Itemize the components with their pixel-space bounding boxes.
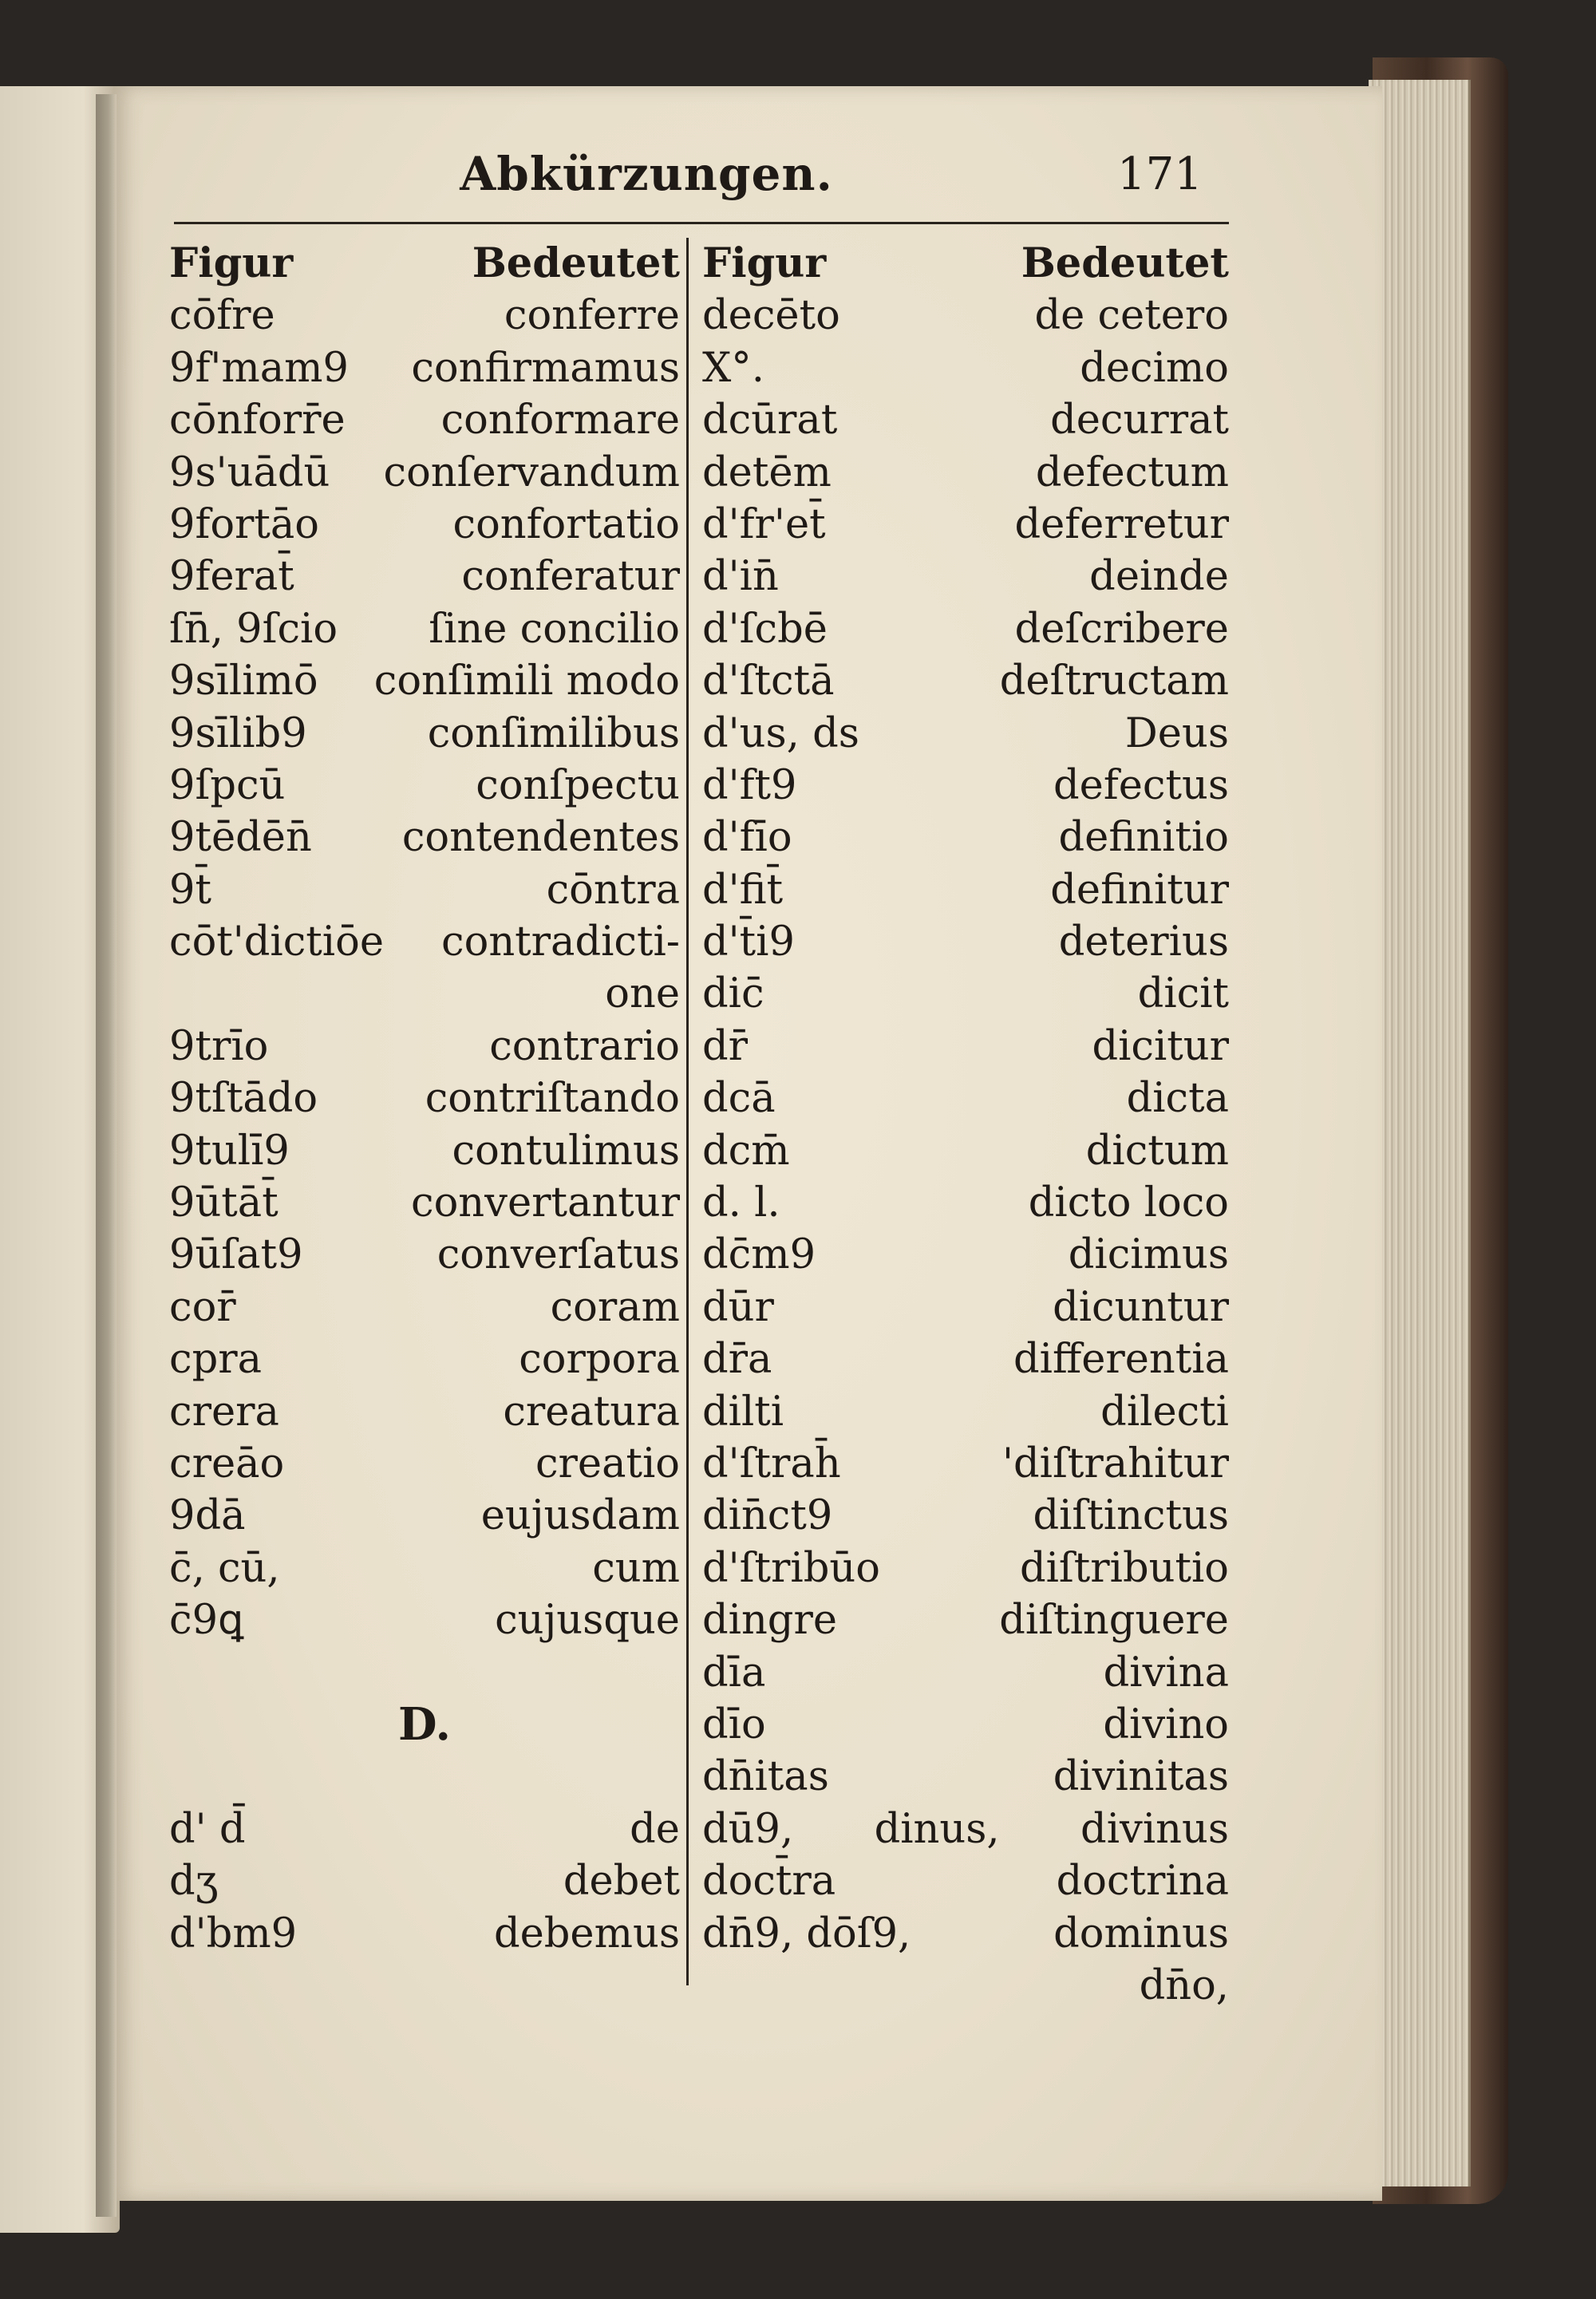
entry-row <box>702 1751 1229 1803</box>
left-column <box>169 238 680 1960</box>
abbreviation: d. l. <box>702 1179 780 1227</box>
abbreviation: d' d̄ <box>169 1805 246 1853</box>
abbreviation: 9fortāo <box>169 500 320 548</box>
expansion: conſervandum <box>383 448 680 496</box>
entry-row <box>169 342 680 394</box>
entry-row <box>702 812 1229 863</box>
entry-row <box>702 290 1229 342</box>
entry-row <box>702 1125 1229 1177</box>
expansion: deſcribere <box>1014 605 1229 653</box>
entry-row <box>702 1543 1229 1594</box>
entry-row <box>169 1855 680 1907</box>
abbreviation: c̄, cū, <box>169 1544 280 1592</box>
abbreviation: crera <box>169 1388 279 1436</box>
entry-row <box>702 1855 1229 1907</box>
running-head: Abkürzungen. <box>460 147 833 201</box>
abbreviation: dūr <box>702 1283 774 1331</box>
column-header <box>702 238 1229 290</box>
entry-row <box>702 1803 1229 1855</box>
expansion: doctrina <box>1056 1858 1229 1906</box>
abbreviation: X°. <box>702 344 765 392</box>
expansion: contradicti- <box>441 918 680 966</box>
expansion: creatio <box>535 1440 680 1487</box>
expansion: de <box>630 1805 680 1853</box>
entry-row <box>702 708 1229 760</box>
entry-row <box>702 551 1229 602</box>
expansion: dicitur <box>1092 1022 1229 1070</box>
expansion: contulimus <box>452 1127 680 1175</box>
abbreviation: cpra <box>169 1336 262 1384</box>
entry-row <box>702 1438 1229 1490</box>
entry-row <box>702 1282 1229 1333</box>
entry-row <box>169 394 680 446</box>
expansion: divinitas <box>1053 1753 1229 1801</box>
abbreviation: dcūrat <box>702 397 838 444</box>
abbreviation: d'ſcbē <box>702 605 828 653</box>
abbreviation: d'in̄ <box>702 553 779 601</box>
abbreviation: doct̄ra <box>702 1858 836 1906</box>
abbreviation: 9ūtāt̄ <box>169 1179 279 1227</box>
entry-row <box>169 1177 680 1229</box>
entry-row <box>702 1229 1229 1281</box>
entry-row <box>702 1386 1229 1438</box>
abbreviation: ſn̄, 9ſcio <box>169 605 338 653</box>
entry-row <box>169 916 680 968</box>
abbreviation: cōnforr̄e <box>169 397 346 444</box>
abbreviation: d'fit̄ <box>702 866 784 914</box>
abbreviation: d'ſtctā <box>702 658 835 705</box>
entry-row <box>702 916 1229 968</box>
expansion: divina <box>1103 1649 1229 1697</box>
entry-row <box>169 864 680 916</box>
entry-row <box>702 1072 1229 1124</box>
abbreviation: 9sīlimō <box>169 658 318 705</box>
expansion: dicta <box>1126 1075 1229 1123</box>
abbreviation: dn̄9, dōſ9, <box>702 1910 911 1957</box>
abbreviation: dn̄itas <box>702 1753 829 1801</box>
expansion: decimo <box>1080 344 1229 392</box>
expansion: 'diſtrahitur <box>1001 1440 1229 1487</box>
entry-row <box>702 394 1229 446</box>
column-header <box>169 238 680 290</box>
entry-row <box>169 1333 680 1385</box>
abbreviation: dingre <box>702 1597 838 1645</box>
expansion: dicimus <box>1068 1231 1229 1279</box>
abbreviation: 9s'uādū <box>169 448 330 496</box>
abbreviation: cōfre <box>169 292 275 340</box>
expansion: defectum <box>1035 448 1229 496</box>
column-divider <box>686 238 689 1985</box>
expansion: corpora <box>519 1336 680 1384</box>
abbreviation: 9tſtādo <box>169 1075 318 1123</box>
expansion: defectus <box>1053 761 1229 809</box>
expansion: definitio <box>1058 814 1229 862</box>
entry-row <box>702 655 1229 707</box>
book-gutter <box>96 94 117 2217</box>
entry-row <box>169 1908 680 1960</box>
entry-row <box>169 1438 680 1490</box>
abbreviation: 9tulī9 <box>169 1127 290 1175</box>
expansion: creatura <box>503 1388 680 1436</box>
expansion: dilecti <box>1100 1388 1229 1436</box>
expansion: coram <box>550 1283 680 1331</box>
expansion: divinus <box>1080 1805 1229 1853</box>
figure-header: Figur <box>702 239 827 287</box>
entry-row <box>169 708 680 760</box>
entry-row <box>702 603 1229 655</box>
abbreviation: dilti <box>702 1388 784 1436</box>
entry-row <box>702 1177 1229 1229</box>
expansion: contendentes <box>401 814 680 862</box>
entry-row <box>169 968 680 1020</box>
expansion: deferretur <box>1014 500 1229 548</box>
abbreviation: decēto <box>702 292 840 340</box>
entry-row <box>169 1386 680 1438</box>
entry-row <box>702 1699 1229 1751</box>
abbreviation: 9ferat̄ <box>169 553 294 601</box>
entry-row <box>702 342 1229 394</box>
abbreviation: dʒ <box>169 1858 219 1906</box>
abbreviation: dic̄ <box>702 970 764 1018</box>
entry-row <box>702 1647 1229 1699</box>
abbreviation: 9ſpcū <box>169 761 286 809</box>
expansion: diſtributio <box>1019 1544 1229 1592</box>
expansion: deterius <box>1058 918 1229 966</box>
abbreviation: 9f'mam9 <box>169 344 349 392</box>
expansion: deſtructam <box>999 658 1229 705</box>
entry-row <box>702 760 1229 812</box>
abbreviation: cor̄ <box>169 1283 236 1331</box>
expansion: confortatio <box>452 500 680 548</box>
entry-row <box>169 603 680 655</box>
expansion: confirmamus <box>411 344 680 392</box>
expansion: diſtinctus <box>1033 1492 1229 1540</box>
abbreviation: d'ſtrah̄ <box>702 1440 841 1487</box>
expansion: dictum <box>1085 1127 1229 1175</box>
expansion: Deus <box>1124 709 1229 757</box>
entry-row <box>169 1594 680 1646</box>
entry-row <box>169 1229 680 1281</box>
expansion: conformare <box>440 397 680 444</box>
expansion: dicit <box>1137 970 1229 1018</box>
expansion: convertantur <box>411 1179 680 1227</box>
entry-row <box>169 1490 680 1542</box>
expansion: divino <box>1103 1701 1229 1748</box>
abbreviation-variant: dinus, <box>874 1805 1000 1853</box>
expansion: contrario <box>489 1022 680 1070</box>
figure-header: Figur <box>169 239 294 287</box>
abbreviation: d'bm9 <box>169 1910 298 1957</box>
expansion: differentia <box>1013 1336 1229 1384</box>
abbreviation: d'ft9 <box>702 761 797 809</box>
entry-row <box>702 1490 1229 1542</box>
expansion: contriſtando <box>425 1075 680 1123</box>
expansion: cujusque <box>495 1597 680 1645</box>
expansion: ſine concilio <box>429 605 680 653</box>
page-number: 171 <box>1117 148 1203 200</box>
entry-row <box>169 447 680 499</box>
entry-row <box>169 1282 680 1333</box>
abbreviation: dīa <box>702 1649 766 1697</box>
abbreviation: 9t̄ <box>169 866 211 914</box>
entry-row <box>169 499 680 551</box>
expansion: debemus <box>493 1910 680 1957</box>
entry-row <box>169 655 680 707</box>
entry-row <box>169 1072 680 1124</box>
abbreviation: dcm̄ <box>702 1127 790 1175</box>
meaning-header: Bedeutet <box>472 239 680 287</box>
entry-row <box>169 1543 680 1594</box>
abbreviation: 9dā <box>169 1492 246 1540</box>
entry-row <box>702 1021 1229 1072</box>
entry-row <box>169 290 680 342</box>
abbreviation: dr̄ <box>702 1022 749 1070</box>
abbreviation: detēm <box>702 448 832 496</box>
expansion: cum <box>592 1544 680 1592</box>
expansion: decurrat <box>1050 397 1229 444</box>
right-column <box>702 238 1229 2012</box>
abbreviation: 9ūſat9 <box>169 1231 303 1279</box>
abbreviation: dcā <box>702 1075 776 1123</box>
abbreviation: dīo <box>702 1701 766 1748</box>
abbreviation: d'us, ds <box>702 709 859 757</box>
entry-row <box>169 1803 680 1855</box>
right-entries <box>702 290 1229 1803</box>
abbreviation: cōt'dictiōe <box>169 918 384 966</box>
abbreviation: 9trīo <box>169 1022 269 1070</box>
expansion: dicuntur <box>1053 1283 1229 1331</box>
expansion: dicto loco <box>1028 1179 1229 1227</box>
abbreviation: 9tēdēn̄ <box>169 814 312 862</box>
left-entries <box>169 290 680 1646</box>
entry-row <box>702 1333 1229 1385</box>
abbreviation: din̄ct9 <box>702 1492 833 1540</box>
abbreviation: dū9, <box>702 1805 794 1853</box>
page-edges <box>1369 80 1471 2186</box>
expansion: converſatus <box>437 1231 680 1279</box>
expansion: dn̄o, <box>1139 1961 1229 2009</box>
header-rule <box>174 222 1229 224</box>
entry-row <box>702 447 1229 499</box>
entry-row <box>169 551 680 602</box>
entry-row <box>169 812 680 863</box>
expansion: conferatur <box>461 553 680 601</box>
expansion: cōntra <box>546 866 680 914</box>
entry-row <box>702 968 1229 1020</box>
entry-row <box>702 864 1229 916</box>
abbreviation: d'fr'et̄ <box>702 500 826 548</box>
abbreviation: dr̄a <box>702 1336 772 1384</box>
section-letter: D. <box>397 1697 452 1751</box>
entry-row <box>702 1908 1229 1960</box>
expansion: deinde <box>1089 553 1229 601</box>
expansion: dominus <box>1053 1910 1229 1957</box>
entry-row <box>169 760 680 812</box>
expansion: de cetero <box>1034 292 1229 340</box>
abbreviation: d'ſtribūo <box>702 1544 880 1592</box>
entry-row-continuation <box>702 1960 1229 2012</box>
expansion: conferre <box>504 292 680 340</box>
expansion: eujusdam <box>480 1492 680 1540</box>
expansion: conſpectu <box>476 761 680 809</box>
entry-row <box>702 499 1229 551</box>
meaning-header: Bedeutet <box>1021 239 1229 287</box>
expansion: debet <box>563 1858 680 1906</box>
entry-row <box>702 1594 1229 1646</box>
abbreviation: d'fīo <box>702 814 792 862</box>
expansion: one <box>605 970 680 1018</box>
entry-row <box>169 1125 680 1177</box>
abbreviation: dc̄m9 <box>702 1231 816 1279</box>
abbreviation: 9sīlib9 <box>169 709 307 757</box>
expansion: conſimilibus <box>427 709 680 757</box>
expansion: definitur <box>1050 866 1229 914</box>
left-entries-d <box>169 1803 680 1960</box>
expansion: conſimili modo <box>373 658 680 705</box>
expansion: diſtinguere <box>999 1597 1229 1645</box>
entry-row <box>169 1021 680 1072</box>
abbreviation: c̄9ꝗ <box>169 1597 244 1645</box>
abbreviation: creāo <box>169 1440 285 1487</box>
abbreviation: d't̄i9 <box>702 918 795 966</box>
